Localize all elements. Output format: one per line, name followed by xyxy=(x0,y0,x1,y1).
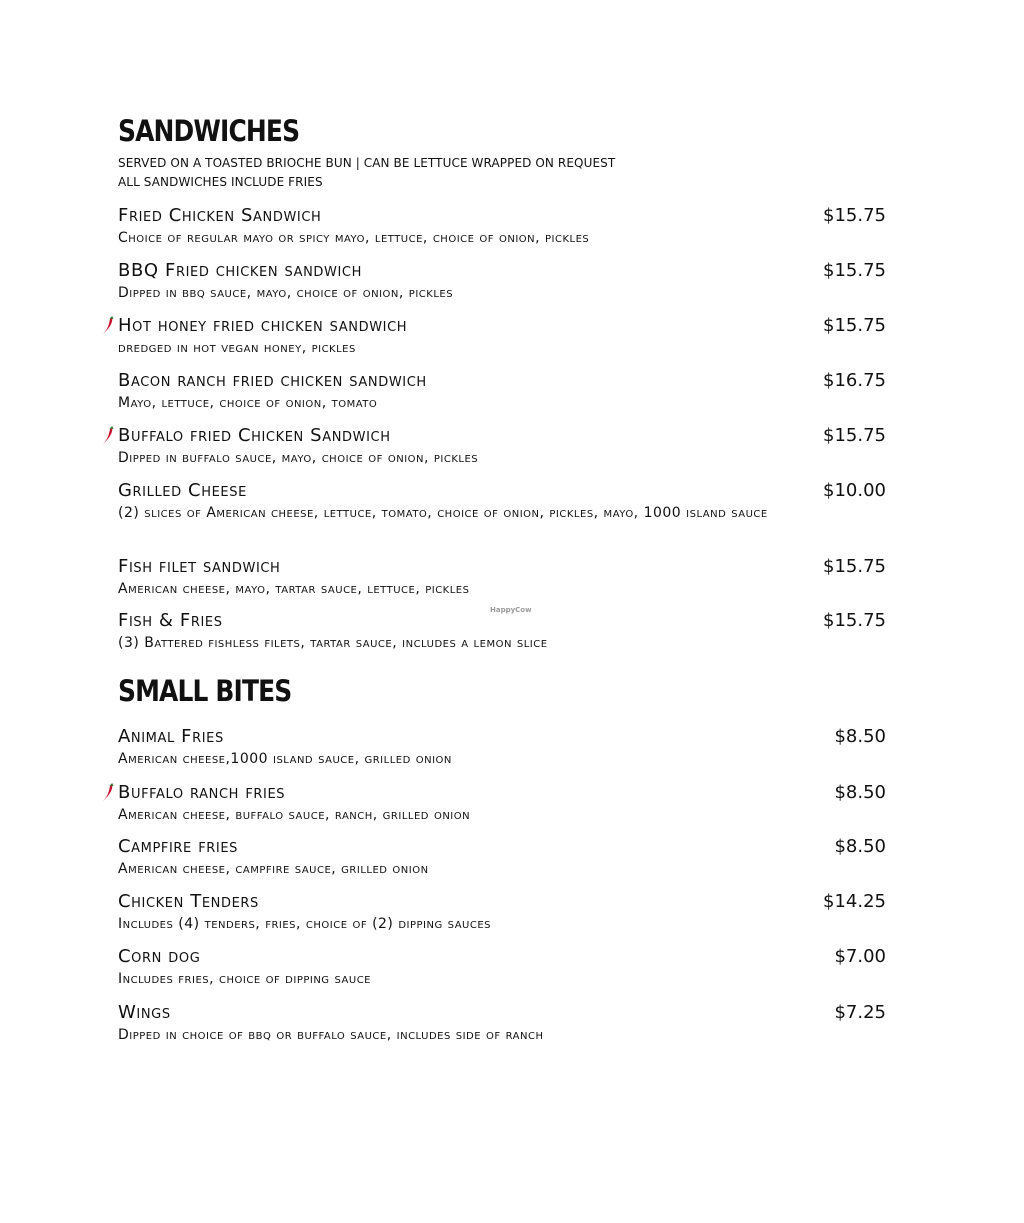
item-name: Bacon ranch fried chicken sandwich xyxy=(118,370,427,391)
item-name: Fried Chicken Sandwich xyxy=(118,205,322,226)
item-name: Wings xyxy=(118,1002,171,1023)
item-description: Dipped in buffalo sauce, mayo, choice of onion, pickles xyxy=(118,450,479,466)
chili-pepper-icon xyxy=(100,426,116,446)
menu-item-hot-honey-fried-chicken-sandwich xyxy=(118,315,888,358)
item-description: Choice of regular mayo or spicy mayo, lettuce, choice of onion, pickles xyxy=(118,230,590,246)
item-price: $15.75 xyxy=(823,260,886,281)
item-name: Fish filet sandwich xyxy=(118,556,281,577)
item-name: Grilled Cheese xyxy=(118,480,247,501)
item-name: BBQ Fried chicken sandwich xyxy=(118,260,362,281)
item-price: $8.50 xyxy=(834,782,886,803)
menu-item-corn-dog xyxy=(118,946,888,989)
menu-item-wings xyxy=(118,1002,888,1045)
item-description: Includes fries, choice of dipping sauce xyxy=(118,971,371,987)
item-price: $7.25 xyxy=(834,1002,886,1023)
item-price: $8.50 xyxy=(834,726,886,747)
menu-item-grilled-cheese xyxy=(118,480,888,523)
menu-item-campfire-fries xyxy=(118,836,888,879)
item-name: Buffalo fried Chicken Sandwich xyxy=(118,425,391,446)
item-description: (3) Battered fishless filets, tartar sauce, includes a lemon slice xyxy=(118,635,548,651)
item-name: Buffalo ranch fries xyxy=(118,782,286,803)
item-name: Animal Fries xyxy=(118,726,224,747)
item-name: Chicken Tenders xyxy=(118,891,259,912)
item-price: $14.25 xyxy=(823,891,886,912)
item-description: Dipped in choice of bbq or buffalo sauce, includes side of ranch xyxy=(118,1027,544,1043)
item-price: $10.00 xyxy=(823,480,886,501)
item-name: Fish & Fries xyxy=(118,610,223,631)
item-price: $15.75 xyxy=(823,610,886,631)
item-name: Corn dog xyxy=(118,946,201,967)
item-price: $8.50 xyxy=(834,836,886,857)
item-description: Mayo, lettuce, choice of onion, tomato xyxy=(118,395,378,411)
menu-item-chicken-tenders xyxy=(118,891,888,934)
menu-item-bbq-fried-chicken-sandwich xyxy=(118,260,888,303)
item-description: Dipped in bbq sauce, mayo, choice of onion, pickles xyxy=(118,285,454,301)
chili-pepper-icon xyxy=(100,783,116,803)
item-price: $7.00 xyxy=(834,946,886,967)
menu-item-fried-chicken-sandwich xyxy=(118,205,888,248)
item-description: American cheese,1000 island sauce, grilled onion xyxy=(118,751,452,767)
item-price: $16.75 xyxy=(823,370,886,391)
item-price: $15.75 xyxy=(823,425,886,446)
item-description: Includes (4) tenders, fries, choice of (2) dipping sauces xyxy=(118,916,492,932)
item-price: $15.75 xyxy=(823,315,886,336)
happycow-watermark: HappyCow xyxy=(490,606,532,614)
sandwiches-note-line2: ALL SANDWICHES INCLUDE FRIES xyxy=(118,175,323,189)
small-bites-heading: SMALL BITES xyxy=(118,674,292,708)
item-description: American cheese, buffalo sauce, ranch, grilled onion xyxy=(118,807,471,823)
item-description: American cheese, mayo, tartar sauce, lettuce, pickles xyxy=(118,581,470,597)
menu-item-fish-filet-sandwich xyxy=(118,556,888,599)
item-name: Hot honey fried chicken sandwich xyxy=(118,315,408,336)
item-description: (2) slices of American cheese, lettuce, tomato, choice of onion, pickles, mayo, 1000 island sauce xyxy=(118,505,768,521)
chili-pepper-icon xyxy=(100,316,116,336)
sandwiches-heading: SANDWICHES xyxy=(118,114,300,148)
item-name: Campfire fries xyxy=(118,836,239,857)
menu-item-bacon-ranch-fried-chicken-sandwich xyxy=(118,370,888,413)
item-description: dredged in hot vegan honey, pickles xyxy=(118,340,356,356)
item-description: American cheese, campfire sauce, grilled onion xyxy=(118,861,429,877)
item-price: $15.75 xyxy=(823,556,886,577)
menu-item-animal-fries xyxy=(118,726,888,769)
menu-item-buffalo-fried-chicken-sandwich xyxy=(118,425,888,468)
menu-item-buffalo-ranch-fries xyxy=(118,782,888,825)
sandwiches-note-line1: SERVED ON A TOASTED BRIOCHE BUN | CAN BE LETTUCE WRAPPED ON REQUEST xyxy=(118,156,616,170)
menu-item-fish-and-fries xyxy=(118,610,888,653)
item-price: $15.75 xyxy=(823,205,886,226)
